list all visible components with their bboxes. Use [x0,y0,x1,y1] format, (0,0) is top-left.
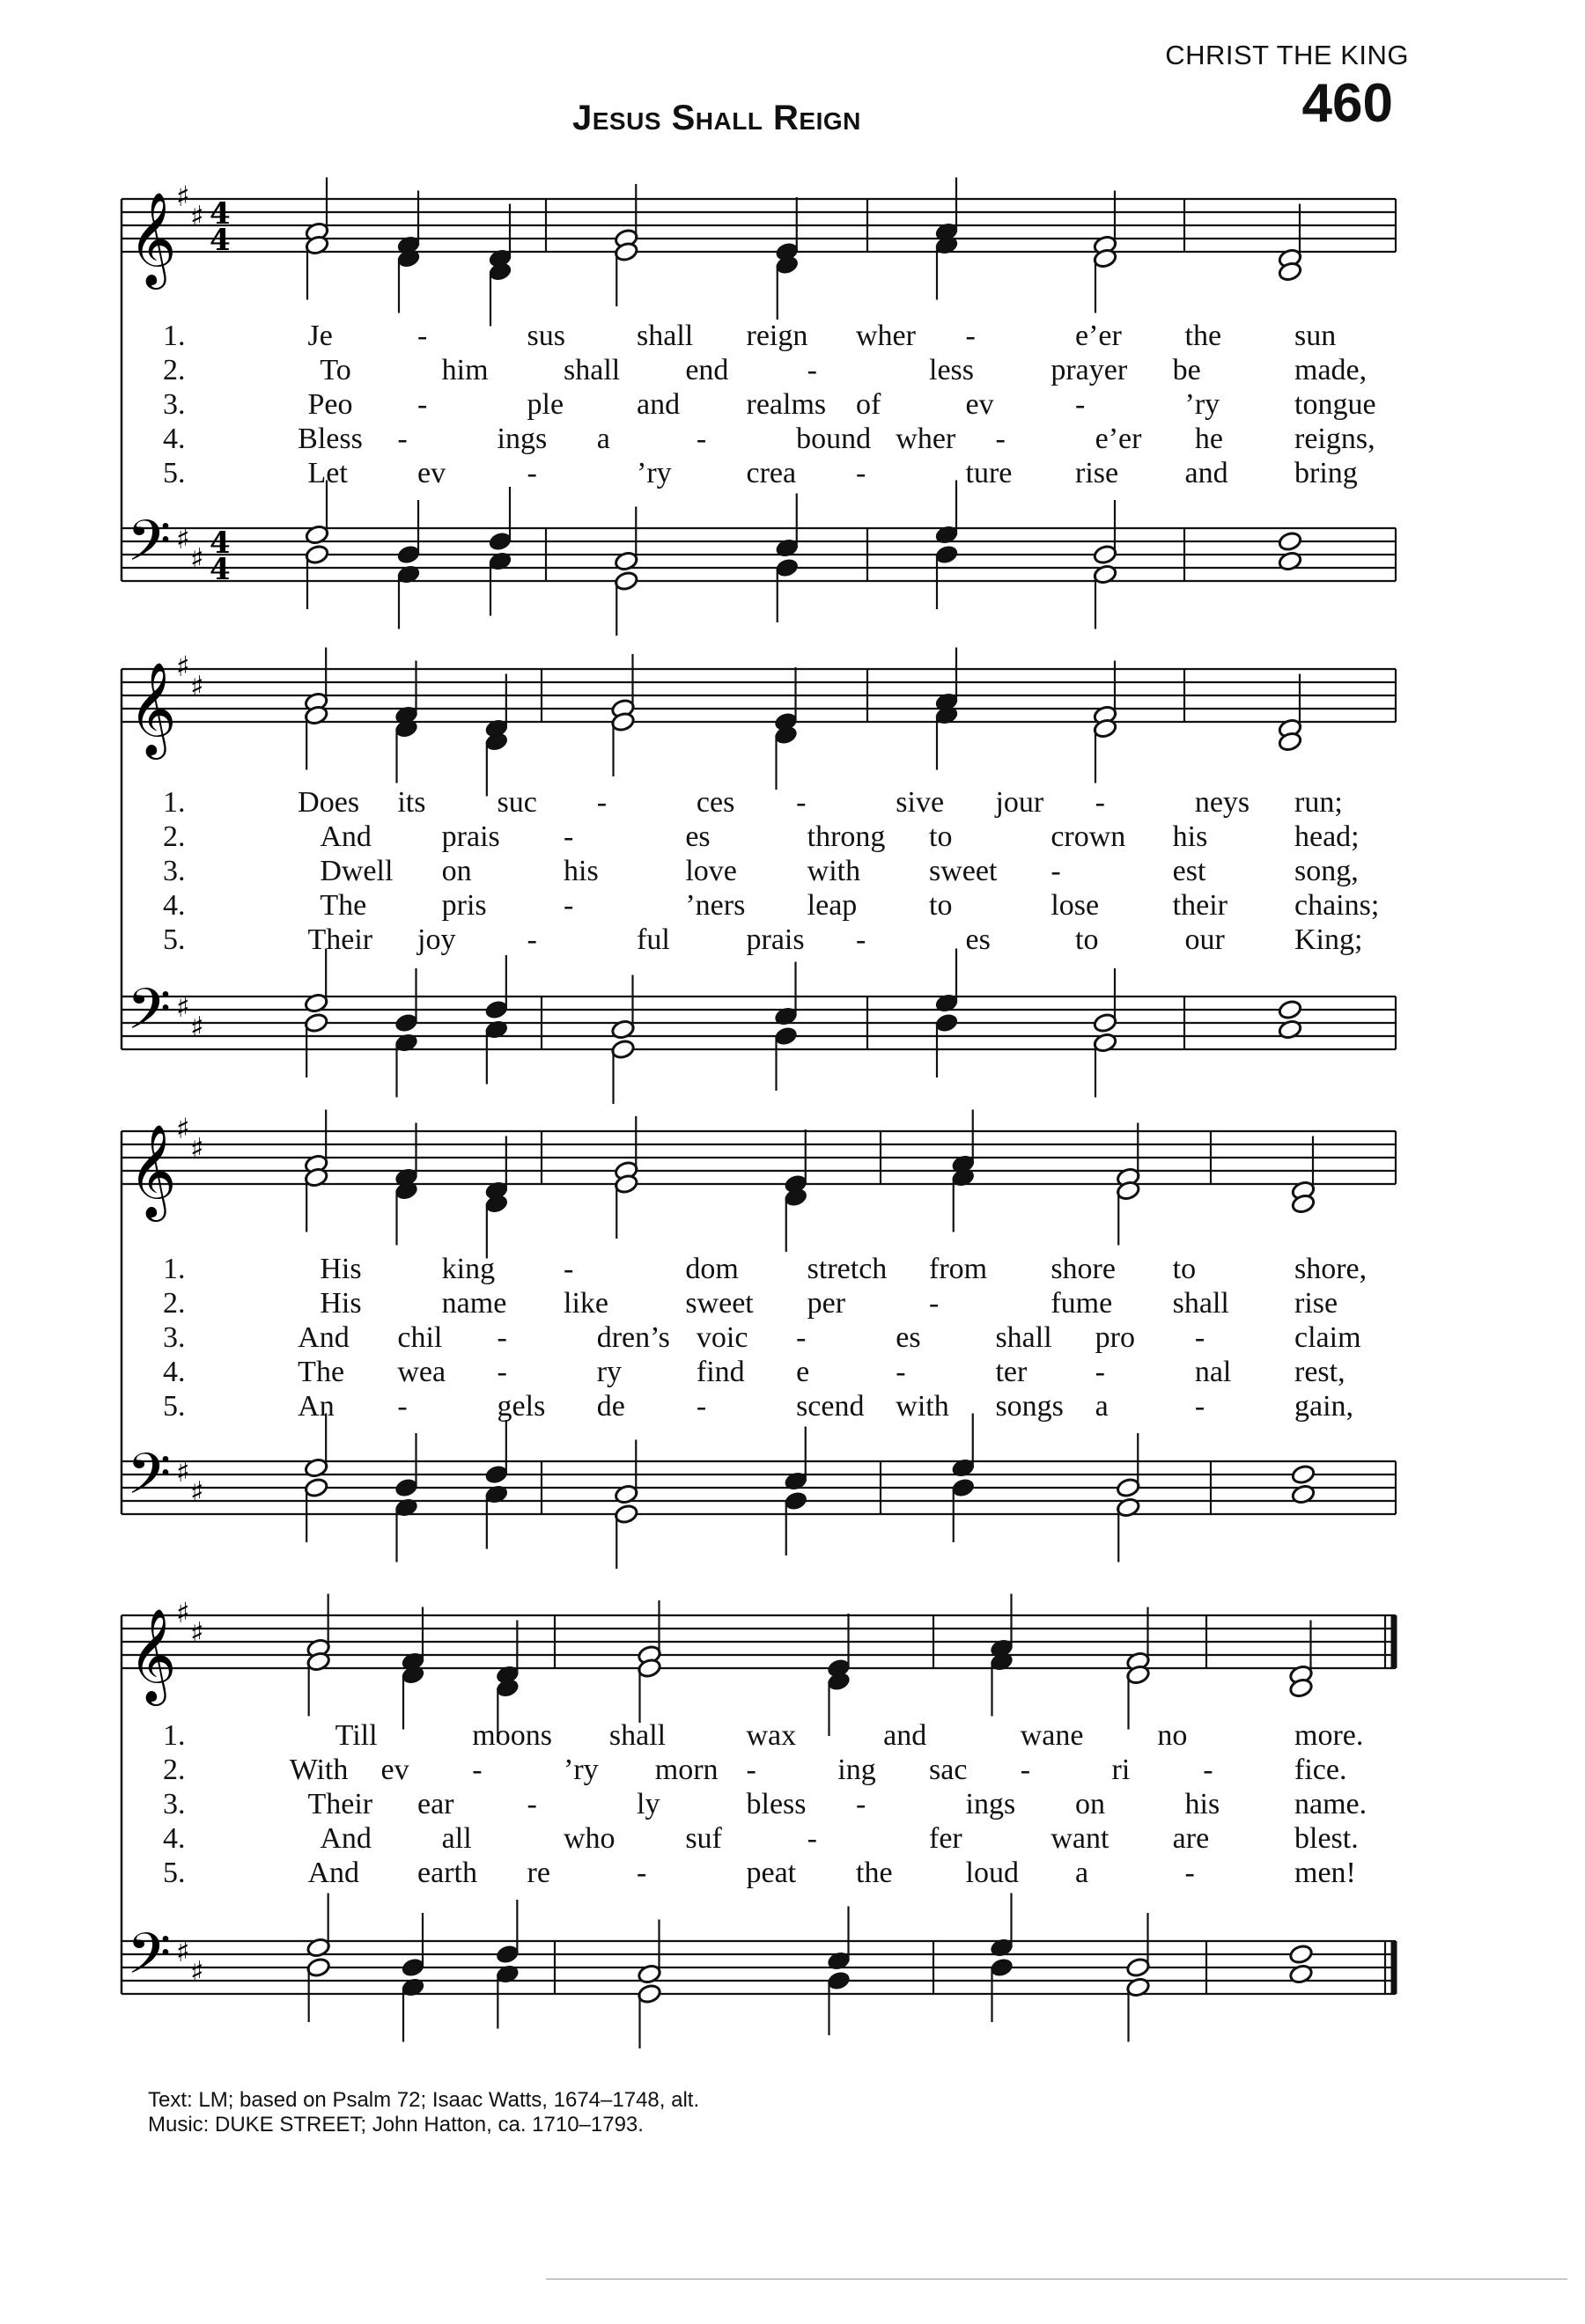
verse-number: 4. [163,889,186,922]
lyric-syllable: earth [417,1857,477,1889]
lyric-syllable: find [696,1356,745,1388]
lyric-syllable: song, [1294,855,1359,887]
lyric-syllable: scend [796,1390,865,1423]
lyric-syllable: - [696,423,707,455]
lyric-syllable: sun [1294,320,1337,352]
lyric-syllable: wane [1020,1719,1084,1752]
lyric-syllable: wea [397,1356,446,1388]
lyric-syllable: - [995,423,1006,455]
verse-number: 1. [163,786,186,819]
lyric-syllable: Their [307,1788,373,1820]
lyric-syllable: ture [965,457,1013,489]
lyric-syllable: reigns, [1294,423,1375,455]
verse-number: 2. [163,820,186,853]
lyric-syllable: pro [1095,1321,1135,1354]
lyric-syllable: - [527,457,537,489]
notehead [1291,1464,1316,1485]
lyric-syllable: bless [746,1788,807,1820]
lyric-syllable: And [298,1321,350,1354]
lyric-syllable: morn [654,1754,719,1786]
sharp-icon: ♯ [176,1935,190,1968]
lyric-syllable: ev [417,457,446,489]
lyric-syllable: rest, [1294,1356,1345,1388]
lyric-syllable: - [1194,1390,1205,1423]
verse-number: 3. [163,1321,186,1354]
lyric-syllable: ri [1111,1754,1131,1786]
lyric-syllable: Je [307,320,333,352]
lyric-syllable: gain, [1294,1390,1354,1423]
lyric-syllable: with [807,855,861,887]
lyric-syllable: - [564,889,574,922]
verse-number: 1. [163,1253,186,1285]
lyric-syllable: To [320,354,351,386]
lyric-syllable: sive [896,786,945,819]
verse-number: 3. [163,1788,186,1820]
sharp-icon: ♯ [190,1131,204,1166]
lyric-syllable: es [965,923,991,956]
verse-number: 1. [163,320,186,352]
bass-staff [122,1414,1396,1570]
lyric-syllable: name. [1294,1788,1368,1820]
lyric-syllable: Peo [307,388,353,421]
lyric-syllable: and [883,1719,927,1752]
lyric-syllable: - [397,1390,408,1423]
lyric-syllable: ly [637,1788,660,1820]
lyric-syllable: shall [608,1719,667,1752]
lyric-syllable: And [307,1857,360,1889]
lyric-syllable: ings [497,423,548,455]
lyric-syllable: with [896,1390,949,1423]
lyric-syllable: and [1184,457,1228,489]
lyric-syllable: es [685,820,711,853]
lyric-syllable: - [527,923,537,956]
lyric-syllable: head; [1294,820,1360,853]
lyric-syllable: shall [1172,1287,1229,1320]
lyric-syllable: like [564,1287,608,1320]
lyric-syllable: a [596,423,610,455]
lyric-syllable: realms [746,388,827,421]
notehead [1278,531,1302,552]
sharp-icon: ♯ [190,1615,204,1650]
lyric-syllable: songs [995,1390,1064,1423]
lyric-syllable: - [807,1822,817,1855]
lyric-syllable: bring [1294,457,1358,489]
lyric-syllable: name [441,1287,507,1320]
lyric-syllable: - [472,1754,483,1786]
lyric-syllable: chil [397,1321,443,1354]
lyric-syllable: shall [637,320,694,352]
lyric-syllable: ing [837,1754,876,1786]
hymn-title: Jesus Shall Reign [572,99,861,137]
sharp-icon: ♯ [176,650,190,683]
verse-number: 5. [163,1390,186,1423]
sharp-icon: ♯ [190,199,204,233]
lyric-syllable: end [685,354,729,386]
lyric-syllable: nal [1194,1356,1232,1388]
lyric-syllable: - [564,820,574,853]
lyric-syllable: voic [696,1321,748,1354]
lyric-syllable: he [1194,423,1223,455]
lyric-syllable: claim [1294,1321,1361,1354]
lyric-syllable: who [564,1822,616,1855]
lyric-syllable: him [441,354,489,386]
bass-clef-icon: 𝄢 [127,977,172,1056]
lyric-syllable: - [746,1754,756,1786]
time-signature: 4 [210,196,231,232]
bottom-rule [546,2278,1567,2280]
lyric-syllable: - [527,1788,537,1820]
lyric-syllable: fume [1051,1287,1113,1320]
lyric-syllable: rise [1294,1287,1338,1320]
hymn-number: 460 [1301,73,1393,134]
lyric-syllable: - [856,1788,866,1820]
lyric-syllable: - [564,1253,574,1285]
lyric-syllable: to [929,889,953,922]
lyric-syllable: neys [1194,786,1250,819]
treble-clef-icon: 𝄞 [129,1607,177,1702]
lyric-syllable: His [320,1253,362,1285]
bass-clef-icon: 𝄢 [127,1442,172,1521]
lyric-syllable: - [1184,1857,1195,1889]
lyric-syllable: - [696,1390,707,1423]
sharp-icon: ♯ [176,1596,190,1629]
lyric-syllable: wher [896,423,956,455]
lyric-syllable: - [417,320,428,352]
lyric-syllable: ry [596,1356,623,1388]
lyric-syllable: Does [298,786,360,819]
lyric-syllable: peat [746,1857,797,1889]
lyric-syllable: to [1172,1253,1197,1285]
lyric-syllable: fice. [1294,1754,1347,1786]
hymnal-section-heading: CHRIST THE KING [1165,40,1409,70]
lyric-syllable: moons [472,1719,552,1752]
sharp-icon: ♯ [190,1010,204,1044]
lyric-syllable: men! [1294,1857,1356,1889]
treble-clef-icon: 𝄞 [129,191,177,285]
lyric-syllable: ful [637,923,670,956]
lyric-syllable: fer [929,1822,962,1855]
lyric-syllable: ter [995,1356,1028,1388]
notehead [1278,999,1302,1020]
lyric-syllable: per [807,1287,846,1320]
lyric-syllable: ’ry [564,1754,599,1786]
lyric-syllable: sac [929,1754,968,1786]
sharp-icon: ♯ [176,180,190,213]
lyric-syllable: And [320,1822,372,1855]
lyric-syllable: tongue [1294,388,1376,421]
lyric-syllable: chains; [1294,889,1380,922]
lyric-syllable: rise [1075,457,1119,489]
lyric-syllable: An [298,1390,335,1423]
lyric-syllable: the [1184,320,1222,352]
lyric-syllable: to [929,820,953,853]
lyric-syllable: to [1075,923,1099,956]
lyric-syllable: - [497,1321,507,1354]
lyric-syllable: on [1075,1788,1105,1820]
bass-clef-icon: 𝄢 [127,509,172,588]
time-signature: 4 [210,552,231,587]
lyric-syllable: dren’s [596,1321,670,1354]
lyric-syllable: sweet [685,1287,754,1320]
lyric-syllable: His [320,1287,362,1320]
lyric-syllable: made, [1294,354,1368,386]
lyric-syllable: the [856,1857,893,1889]
sharp-icon: ♯ [190,1475,204,1509]
lyric-syllable: de [596,1390,625,1423]
lyric-syllable: - [1095,1356,1105,1388]
sharp-icon: ♯ [190,669,204,703]
verse-number: 4. [163,423,186,455]
music-system-4 [122,1594,1396,2049]
bass-staff [122,949,1396,1105]
lyric-syllable: wax [746,1719,797,1752]
lyric-syllable: ces [696,786,735,819]
verse-number: 2. [163,1754,186,1786]
lyric-syllable: crown [1051,820,1126,853]
lyric-syllable: a [1075,1857,1089,1889]
verse-number: 5. [163,923,186,956]
lyric-syllable: ple [527,388,564,421]
lyric-syllable: - [1203,1754,1213,1786]
lyric-syllable: - [1075,388,1086,421]
lyric-syllable: ’ry [637,457,672,489]
lyric-syllable: suc [497,786,537,819]
lyric-syllable: our [1184,923,1225,956]
lyric-syllable: - [856,457,866,489]
lyric-syllable: dom [685,1253,739,1285]
lyric-syllable: Let [307,457,348,489]
lyric-syllable: his [1184,1788,1220,1820]
lyric-syllable: prais [441,820,500,853]
bass-staff [122,1894,1396,2049]
lyric-syllable: - [807,354,817,386]
lyric-syllable: stretch [807,1253,888,1285]
lyric-syllable: sweet [929,855,998,887]
lyric-syllable: - [856,923,866,956]
verse-number: 5. [163,457,186,489]
lyric-syllable: and [637,388,681,421]
verse-number: 5. [163,1857,186,1889]
lyric-syllable: prayer [1051,354,1128,386]
lyric-syllable: - [637,1857,647,1889]
lyric-syllable: Dwell [320,855,394,887]
lyric-syllable: King; [1294,923,1363,956]
lyric-syllable: - [596,786,608,819]
sharp-icon: ♯ [176,1455,190,1489]
lyric-syllable: - [497,1356,507,1388]
lyric-syllable: crea [746,457,797,489]
lyric-syllable: ev [380,1754,409,1786]
treble-clef-icon: 𝄞 [129,1123,177,1217]
lyric-syllable: - [397,423,408,455]
sharp-icon: ♯ [190,541,204,576]
lyric-syllable: ings [965,1788,1016,1820]
treble-staff [122,1110,1396,1259]
time-signature: 4 [210,223,231,258]
lyric-syllable: reign [746,320,808,352]
lyric-syllable: Bless [298,423,363,455]
treble-clef-icon: 𝄞 [129,661,177,755]
lyric-syllable: all [441,1822,472,1855]
treble-staff [122,648,1396,797]
lyric-syllable: gels [497,1390,546,1423]
lyric-syllable: love [685,855,737,887]
lyric-syllable: - [929,1287,940,1320]
lyric-syllable: his [564,855,599,887]
lyric-syllable: est [1172,855,1206,887]
lyric-syllable: a [1095,1390,1109,1423]
lyric-syllable: their [1172,889,1227,922]
lyric-syllable: jour [995,786,1044,819]
bass-staff [122,481,1396,636]
lyric-syllable: be [1172,354,1201,386]
lyric-syllable: his [1172,820,1208,853]
verse-number: 2. [163,1287,186,1320]
text-credit: Text: LM; based on Psalm 72; Isaac Watts, 1674–1748, alt. [148,2088,700,2112]
lyric-syllable: - [1095,786,1105,819]
lyric-syllable: Their [307,923,373,956]
lyric-syllable: wher [856,320,916,352]
verse-number: 2. [163,354,186,386]
sharp-icon: ♯ [176,522,190,555]
lyric-syllable: shall [564,354,621,386]
lyric-syllable: suf [685,1822,722,1855]
time-signature: 4 [210,526,231,561]
bass-clef-icon: 𝄢 [127,1922,172,2001]
lyric-syllable: less [929,354,974,386]
lyric-syllable: es [896,1321,921,1354]
lyric-syllable: The [298,1356,345,1388]
lyric-syllable: re [527,1857,550,1889]
lyric-syllable: bound [796,423,872,455]
lyric-syllable: are [1172,1822,1210,1855]
lyric-syllable: - [965,320,976,352]
lyric-syllable: ’ry [1184,388,1220,421]
lyric-syllable: - [417,388,428,421]
lyric-syllable: - [1051,855,1061,887]
lyric-syllable: ev [965,388,994,421]
lyric-syllable: from [929,1253,988,1285]
lyric-syllable: of [856,388,881,421]
lyric-syllable: leap [807,889,858,922]
treble-staff [122,178,1396,327]
verse-number: 3. [163,388,186,421]
verse-number: 3. [163,855,186,887]
lyric-syllable: The [320,889,367,922]
lyric-syllable: e’er [1095,423,1142,455]
notehead [1288,1944,1313,1965]
lyric-syllable: ear [417,1788,454,1820]
lyric-syllable: e [796,1356,810,1388]
music-credit: Music: DUKE STREET; John Hatton, ca. 1710–1793. [148,2113,644,2136]
lyric-syllable: ’ners [685,889,746,922]
lyric-syllable: its [397,786,426,819]
lyric-syllable: no [1157,1719,1188,1752]
lyric-syllable: run; [1294,786,1343,819]
lyric-syllable: - [896,1356,906,1388]
lyric-syllable: prais [746,923,805,956]
lyric-syllable: With [289,1754,349,1786]
lyric-syllable: - [796,1321,807,1354]
lyric-syllable: e’er [1075,320,1122,352]
lyric-syllable: lose [1051,889,1100,922]
verse-number: 1. [163,1719,186,1752]
lyric-syllable: - [796,786,807,819]
sharp-icon: ♯ [176,1112,190,1145]
lyric-syllable: loud [965,1857,1019,1889]
lyric-syllable: want [1051,1822,1110,1855]
lyric-syllable: king [441,1253,496,1285]
lyric-syllable: pris [441,889,487,922]
lyric-syllable: sus [527,320,565,352]
lyric-syllable: shore, [1294,1253,1368,1285]
lyric-syllable: on [441,855,472,887]
verse-number: 4. [163,1356,186,1388]
sharp-icon: ♯ [176,990,190,1024]
lyric-syllable: throng [807,820,886,853]
lyric-syllable: Till [335,1719,378,1752]
lyric-syllable: joy [417,923,456,956]
lyric-syllable: shore [1051,1253,1116,1285]
lyric-syllable: And [320,820,372,853]
lyric-syllable: shall [995,1321,1052,1354]
lyric-syllable: more. [1294,1719,1364,1752]
verse-number: 4. [163,1822,186,1855]
sharp-icon: ♯ [190,1954,204,1989]
lyric-syllable: blest. [1294,1822,1359,1855]
lyric-syllable: - [1020,1754,1031,1786]
lyric-syllable: - [1194,1321,1205,1354]
